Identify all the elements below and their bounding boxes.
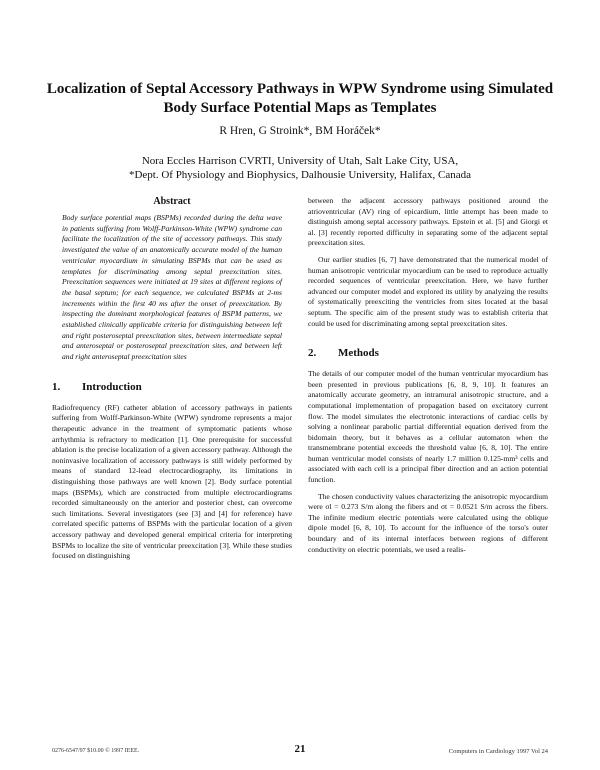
section-title: Introduction <box>82 380 142 393</box>
affiliations <box>40 154 560 182</box>
methods-paragraph-2: The chosen conductivity values characterizing the anisotropic myocardium were σl = 0.273 S/m along the fibers and σt = 0.0521 S/m across the fibers. The infinite medium electric potentials were calculated using the oblique dipole model [6, 8, 10]. To account for the influence of the torso's outer boundary and of its internal interfaces between regions of different conductivity on electric potentials, we used a realis- <box>308 491 548 554</box>
intro-paragraph-2: between the adjacent accessory pathways positioned around the atrioventricular (AV) ring of epicardium, little attempt has been made to distinguish among septal accessory pathways. Epstein et al. [5] and Giorgi et al. [3] recently reported difficulty in separating some of the adjacent septal preexcitation sites. <box>308 196 548 248</box>
section-title: Methods <box>338 347 379 360</box>
authors: R Hren, G Stroink*, BM Horáček* <box>219 125 381 137</box>
intro-paragraph-1: Radiofrequency (RF) catheter ablation of accessory pathways in patients suffering from Wolff-Parkinson-White (WPW) syndrome represents a major therapeutic advance in the treatment of symptomatic patients whose arrhythmia is refractory to medication [1]. One prerequisite for successful ablation is the precise localization of a given accessory pathway. Although the noninvasive localization of accessory pathways is still widely performed by means of standard 12-lead electrocardiography, its limitations in distinguishing those pathways are well known [2]. Body surface potential maps (BSPMs), which are constructed from multiple electrocardiograms recorded simultaneously on the anterior and posterior chest, can overcome such limitations. Several investigators (see [3] and [4] for reference) have correlated specific patterns of BSPMs with the particular location of a given accessory pathway and developed general empirical criteria for interpreting BSPMs to localize the site of ventricular preexcitation [3]. While these studies focused on distinguishing <box>52 402 292 561</box>
page-number: 21 <box>294 743 306 755</box>
abstract-heading: Abstract <box>153 196 191 207</box>
intro-paragraph-3: Our earlier studies [6, 7] have demonstrated that the numerical model of human anisotropic ventricular myocardium can be used to reproduce actually recorded sequences of ventricular preexcitation. Here, we have further advanced our computer model and explored its utility by analyzing the results of systematically preexciting the ventricles from sites located at the basal septum. The specific aim of the present study was to establish criteria that could be used for discriminating among septal preexcitation sites. <box>308 254 548 328</box>
left-column <box>52 196 292 568</box>
section-number: 1. <box>52 380 61 393</box>
right-column <box>308 196 548 561</box>
abstract-text: Body surface potential maps (BSPMs) recorded during the delta wave in patients suffering from Wolff-Parkinson-White (WPW) syndrome can facilitate the localization of the site of accessory pathways. This study investigated the value of an anatomically accurate model of the human ventricular myocardium in simulating BSPMs that can be used as templates for discriminating among septal preexcitation sites. Preexcitation sequences were initiated at 19 sites at different regions of the basal septum; for each sequence, we calculated BSPMs at 2-ms increments within the first 40 ms after the onset of preexcitation. By inspecting the dominant morphological features of BSPM patterns, we established clinically applicable criteria for distinguishing between left and right posteroseptal preexcitation sites, between intermediate septal and anteroseptal or posteroseptal preexcitation sites, and between left and right anteroseptal preexcitation sites <box>62 213 282 362</box>
methods-paragraph-1: The details of our computer model of the human ventricular myocardium has been presented in previous publications [6, 8, 9, 10]. It features an anatomically accurate geometry, an intramural anisotropic structure, and a computational implementation of propagation based on excitatory current flow. The model simulates the electrotonic interactions of cardiac cells by solving a nonlinear parabolic partial differential equation derived from the bidomain theory, but it behaves as a cellular automaton when the transmembrane potential exceeds the threshold value [6, 8, 10]. The entire human ventricular model consists of nearly 1.7 million 0.125-mm³ cells and associated with each cell is a principal fiber direction and an action potential function. <box>308 369 548 485</box>
section-number: 2. <box>308 347 317 360</box>
journal-citation: Computers in Cardiology 1997 Vol 24 <box>448 748 548 755</box>
section-heading-introduction <box>52 381 292 393</box>
copyright-notice: 0276-6547/97 $10.00 © 1997 IEEE. <box>52 748 140 754</box>
affiliation-line-1: Nora Eccles Harrison CVRTI, University of Utah, Salt Lake City, USA, <box>141 155 459 167</box>
section-heading-methods <box>308 347 548 359</box>
paper-title: Localization of Septal Accessory Pathways in WPW Syndrome using Simulated Body Surface Potential Maps as Templates <box>46 81 554 116</box>
affiliation-line-2: *Dept. Of Physiology and Biophysics, Dalhousie University, Halifax, Canada <box>128 169 472 181</box>
